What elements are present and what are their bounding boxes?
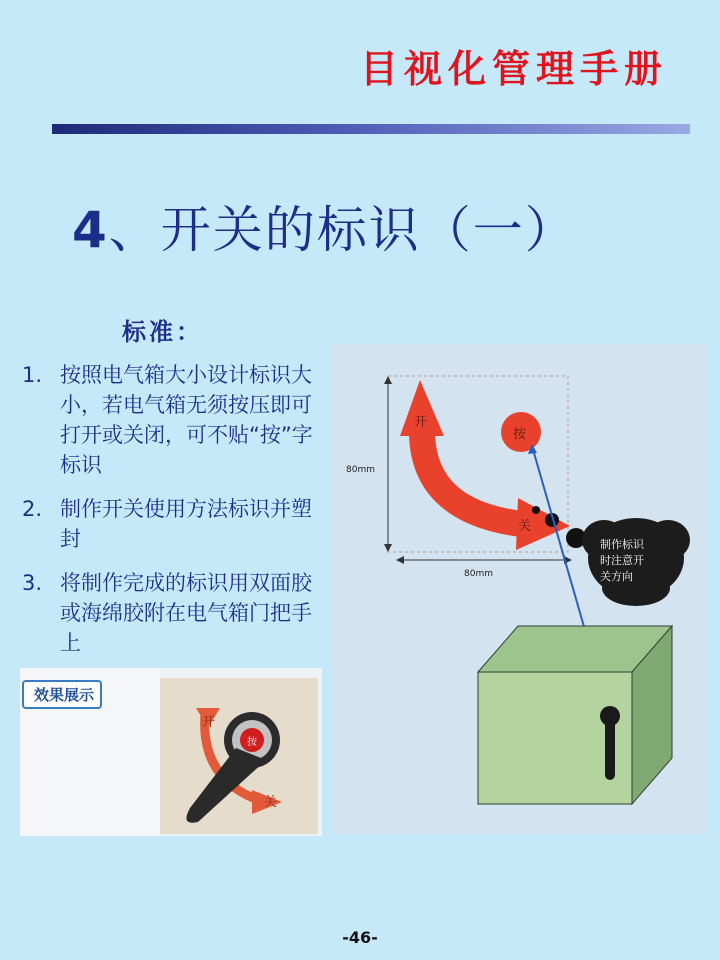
section-number: 4 [72, 201, 109, 259]
callout-line: 制作标识 [600, 538, 644, 551]
example-open-label: 开 [202, 715, 216, 730]
standard-item [22, 360, 327, 480]
standard-item [22, 494, 327, 554]
page-number: -46- [342, 928, 378, 947]
diagram-photo [332, 344, 708, 834]
section-heading [72, 190, 577, 262]
section-title-text: 、开关的标识（一） [108, 201, 577, 259]
width-dimension: 80mm [464, 569, 493, 579]
standard-list [22, 360, 327, 672]
callout-cloud [582, 518, 690, 606]
item-text: 将制作完成的标识用双面胶或海绵胶附在电气箱门把手上 [60, 571, 312, 655]
height-dimension: 80mm [346, 465, 375, 475]
diagram-open-label: 开 [414, 415, 428, 430]
header-divider [52, 124, 690, 134]
callout-line: 关方向 [600, 570, 633, 583]
switch-diagram [332, 344, 708, 834]
diagram-close-label: 关 [518, 519, 532, 534]
item-index: 2. [22, 497, 43, 521]
item-index: 1. [22, 363, 43, 387]
example-photo [20, 668, 322, 836]
item-text: 制作开关使用方法标识并塑封 [60, 497, 312, 551]
item-index: 3. [22, 571, 43, 595]
item-text: 按照电气箱大小设计标识大小，若电气箱无须按压即可打开或关闭，可不贴“按”字标识 [60, 363, 313, 477]
example-close-label: 关 [264, 795, 278, 810]
effect-badge: 效果展示 [22, 680, 102, 709]
standard-item [22, 568, 327, 658]
callout-line: 时注意开 [600, 554, 644, 567]
standard-label: 标准： [122, 318, 203, 346]
diagram-press-label: 按 [513, 427, 527, 442]
manual-title: 目视化管理手册 [359, 47, 668, 91]
electrical-box [478, 626, 672, 804]
example-press-label: 按 [247, 737, 257, 748]
